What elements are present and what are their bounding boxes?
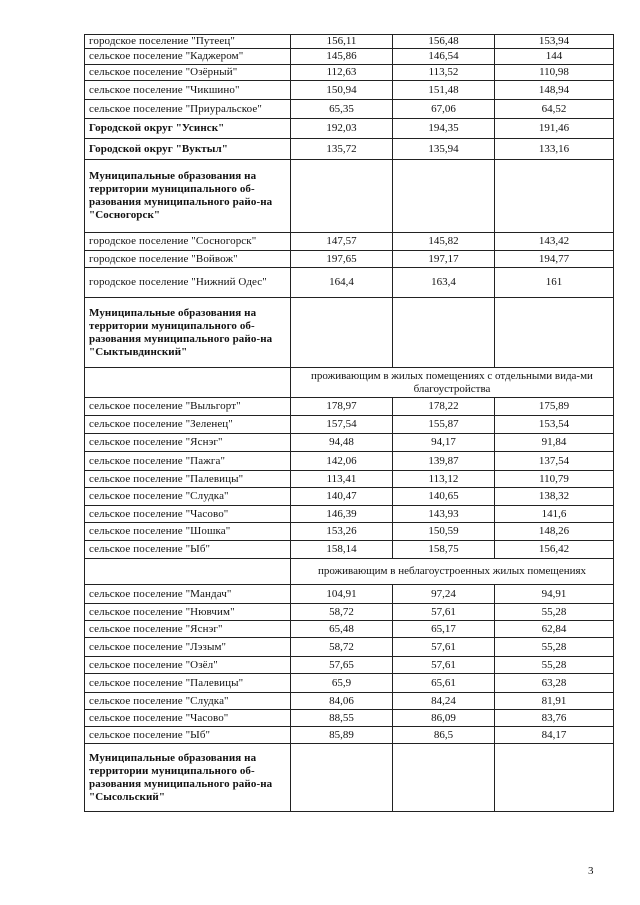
subheader-row xyxy=(85,559,614,585)
value-cell-3: 55,28 xyxy=(495,657,614,674)
value-cell-3: 63,28 xyxy=(495,674,614,693)
value-cell-1: 94,48 xyxy=(291,434,393,452)
municipality-name: сельское поселение "Лэзым" xyxy=(85,638,291,657)
municipality-name: сельское поселение "Озёрный" xyxy=(85,65,291,81)
value-cell-3: 138,32 xyxy=(495,488,614,506)
municipality-name: сельское поселение "Слудка" xyxy=(85,488,291,506)
value-cell-3: 143,42 xyxy=(495,233,614,251)
value-cell-2: 97,24 xyxy=(393,585,495,604)
table-row xyxy=(85,65,614,81)
value-cell-2: 145,82 xyxy=(393,233,495,251)
value-cell-2: 65,61 xyxy=(393,674,495,693)
empty-cell xyxy=(291,160,393,233)
value-cell-2: 158,75 xyxy=(393,541,495,559)
value-cell-1: 135,72 xyxy=(291,139,393,160)
empty-cell xyxy=(393,298,495,368)
value-cell-2: 113,12 xyxy=(393,471,495,488)
value-cell-2: 151,48 xyxy=(393,81,495,100)
empty-cell xyxy=(85,559,291,585)
value-cell-1: 112,63 xyxy=(291,65,393,81)
value-cell-1: 88,55 xyxy=(291,710,393,727)
table-row xyxy=(85,657,614,674)
table-row xyxy=(85,268,614,298)
value-cell-1: 153,26 xyxy=(291,523,393,541)
value-cell-2: 146,54 xyxy=(393,49,495,65)
value-cell-2: 150,59 xyxy=(393,523,495,541)
value-cell-2: 57,61 xyxy=(393,638,495,657)
value-cell-3: 153,94 xyxy=(495,35,614,49)
value-cell-2: 86,09 xyxy=(393,710,495,727)
value-cell-1: 65,48 xyxy=(291,621,393,638)
value-cell-3: 91,84 xyxy=(495,434,614,452)
value-cell-1: 150,94 xyxy=(291,81,393,100)
value-cell-1: 158,14 xyxy=(291,541,393,559)
table-row xyxy=(85,139,614,160)
section-title: Муниципальные образования на территории муниципального об-разования муниципального райо-на "Сысольский" xyxy=(85,744,291,812)
municipality-name: городское поселение "Нижний Одес" xyxy=(85,268,291,298)
table-row xyxy=(85,604,614,621)
empty-cell xyxy=(291,744,393,812)
table-row xyxy=(85,35,614,49)
table-row xyxy=(85,119,614,139)
municipality-name: сельское поселение "Ыб" xyxy=(85,727,291,744)
value-cell-2: 197,17 xyxy=(393,251,495,268)
empty-cell xyxy=(291,298,393,368)
value-cell-1: 164,4 xyxy=(291,268,393,298)
table-row xyxy=(85,506,614,523)
municipality-name: Городской округ "Вуктыл" xyxy=(85,139,291,160)
value-cell-3: 191,46 xyxy=(495,119,614,139)
value-cell-3: 148,94 xyxy=(495,81,614,100)
value-cell-1: 146,39 xyxy=(291,506,393,523)
municipality-name: сельское поселение "Часово" xyxy=(85,506,291,523)
value-cell-1: 197,65 xyxy=(291,251,393,268)
value-cell-3: 84,17 xyxy=(495,727,614,744)
tariff-table xyxy=(84,34,614,812)
value-cell-3: 133,16 xyxy=(495,139,614,160)
section-title: Муниципальные образования на территории муниципального об-разования муниципального райо-на "Сосногорск" xyxy=(85,160,291,233)
table-row xyxy=(85,81,614,100)
table-row xyxy=(85,398,614,416)
value-cell-1: 142,06 xyxy=(291,452,393,471)
municipality-name: сельское поселение "Палевицы" xyxy=(85,674,291,693)
municipality-name: сельское поселение "Озёл" xyxy=(85,657,291,674)
value-cell-2: 143,93 xyxy=(393,506,495,523)
table-row xyxy=(85,452,614,471)
value-cell-2: 163,4 xyxy=(393,268,495,298)
value-cell-3: 64,52 xyxy=(495,100,614,119)
value-cell-2: 178,22 xyxy=(393,398,495,416)
value-cell-1: 58,72 xyxy=(291,638,393,657)
value-cell-2: 194,35 xyxy=(393,119,495,139)
value-cell-2: 155,87 xyxy=(393,416,495,434)
table-row xyxy=(85,523,614,541)
section-row xyxy=(85,298,614,368)
value-cell-1: 58,72 xyxy=(291,604,393,621)
municipality-name: сельское поселение "Нювчим" xyxy=(85,604,291,621)
value-cell-2: 57,61 xyxy=(393,604,495,621)
value-cell-3: 110,98 xyxy=(495,65,614,81)
value-cell-1: 57,65 xyxy=(291,657,393,674)
empty-cell xyxy=(495,160,614,233)
table-row xyxy=(85,674,614,693)
municipality-name: городское поселение "Войвож" xyxy=(85,251,291,268)
value-cell-1: 178,97 xyxy=(291,398,393,416)
municipality-name: сельское поселение "Шошка" xyxy=(85,523,291,541)
value-cell-2: 94,17 xyxy=(393,434,495,452)
municipality-name: сельское поселение "Чикшино" xyxy=(85,81,291,100)
value-cell-2: 156,48 xyxy=(393,35,495,49)
value-cell-3: 83,76 xyxy=(495,710,614,727)
page-number: 3 xyxy=(588,865,594,877)
municipality-name: сельское поселение "Слудка" xyxy=(85,693,291,710)
table-row xyxy=(85,541,614,559)
municipality-name: сельское поселение "Каджером" xyxy=(85,49,291,65)
municipality-name: сельское поселение "Мандач" xyxy=(85,585,291,604)
municipality-name: сельское поселение "Яснэг" xyxy=(85,621,291,638)
value-cell-3: 55,28 xyxy=(495,638,614,657)
table-row xyxy=(85,638,614,657)
value-cell-3: 141,6 xyxy=(495,506,614,523)
value-cell-2: 135,94 xyxy=(393,139,495,160)
value-cell-3: 153,54 xyxy=(495,416,614,434)
value-cell-1: 104,91 xyxy=(291,585,393,604)
empty-cell xyxy=(495,298,614,368)
value-cell-3: 55,28 xyxy=(495,604,614,621)
municipality-name: сельское поселение "Яснэг" xyxy=(85,434,291,452)
section-title: Муниципальные образования на территории муниципального об-разования муниципального райо-на "Сыктывдинский" xyxy=(85,298,291,368)
value-cell-2: 57,61 xyxy=(393,657,495,674)
value-cell-2: 139,87 xyxy=(393,452,495,471)
table-row xyxy=(85,488,614,506)
municipality-name: сельское поселение "Палевицы" xyxy=(85,471,291,488)
table-row xyxy=(85,416,614,434)
value-cell-3: 110,79 xyxy=(495,471,614,488)
municipality-name: сельское поселение "Зеленец" xyxy=(85,416,291,434)
value-cell-3: 175,89 xyxy=(495,398,614,416)
value-cell-1: 145,86 xyxy=(291,49,393,65)
municipality-name: сельское поселение "Ыб" xyxy=(85,541,291,559)
table-row xyxy=(85,471,614,488)
municipality-name: городское поселение "Сосногорск" xyxy=(85,233,291,251)
municipality-name: сельское поселение "Пажга" xyxy=(85,452,291,471)
category-note: проживающим в неблагоустроенных жилых помещениях xyxy=(291,559,614,585)
value-cell-1: 147,57 xyxy=(291,233,393,251)
value-cell-3: 148,26 xyxy=(495,523,614,541)
table-row xyxy=(85,233,614,251)
value-cell-1: 192,03 xyxy=(291,119,393,139)
value-cell-1: 140,47 xyxy=(291,488,393,506)
value-cell-1: 65,35 xyxy=(291,100,393,119)
section-row xyxy=(85,160,614,233)
empty-cell xyxy=(393,160,495,233)
municipality-name: сельское поселение "Приуральское" xyxy=(85,100,291,119)
value-cell-3: 81,91 xyxy=(495,693,614,710)
category-note: проживающим в жилых помещениях с отдельными вида-ми благоустройства xyxy=(291,368,614,398)
empty-cell xyxy=(85,368,291,398)
value-cell-1: 157,54 xyxy=(291,416,393,434)
table-row xyxy=(85,585,614,604)
table-row xyxy=(85,434,614,452)
value-cell-3: 156,42 xyxy=(495,541,614,559)
value-cell-3: 144 xyxy=(495,49,614,65)
value-cell-1: 113,41 xyxy=(291,471,393,488)
value-cell-2: 67,06 xyxy=(393,100,495,119)
municipality-name: городское поселение "Путеец" xyxy=(85,35,291,49)
value-cell-1: 65,9 xyxy=(291,674,393,693)
table-row xyxy=(85,693,614,710)
municipality-name: сельское поселение "Выльгорт" xyxy=(85,398,291,416)
table-row xyxy=(85,251,614,268)
value-cell-2: 113,52 xyxy=(393,65,495,81)
value-cell-1: 156,11 xyxy=(291,35,393,49)
value-cell-3: 161 xyxy=(495,268,614,298)
empty-cell xyxy=(393,744,495,812)
value-cell-2: 84,24 xyxy=(393,693,495,710)
empty-cell xyxy=(495,744,614,812)
value-cell-2: 65,17 xyxy=(393,621,495,638)
value-cell-2: 86,5 xyxy=(393,727,495,744)
table-row xyxy=(85,727,614,744)
municipality-name: сельское поселение "Часово" xyxy=(85,710,291,727)
value-cell-3: 194,77 xyxy=(495,251,614,268)
subheader-row xyxy=(85,368,614,398)
table-row xyxy=(85,49,614,65)
value-cell-3: 62,84 xyxy=(495,621,614,638)
value-cell-1: 85,89 xyxy=(291,727,393,744)
value-cell-3: 94,91 xyxy=(495,585,614,604)
value-cell-3: 137,54 xyxy=(495,452,614,471)
municipality-name: Городской округ "Усинск" xyxy=(85,119,291,139)
table-row xyxy=(85,710,614,727)
table-row xyxy=(85,621,614,638)
section-row xyxy=(85,744,614,812)
value-cell-2: 140,65 xyxy=(393,488,495,506)
value-cell-1: 84,06 xyxy=(291,693,393,710)
table-row xyxy=(85,100,614,119)
